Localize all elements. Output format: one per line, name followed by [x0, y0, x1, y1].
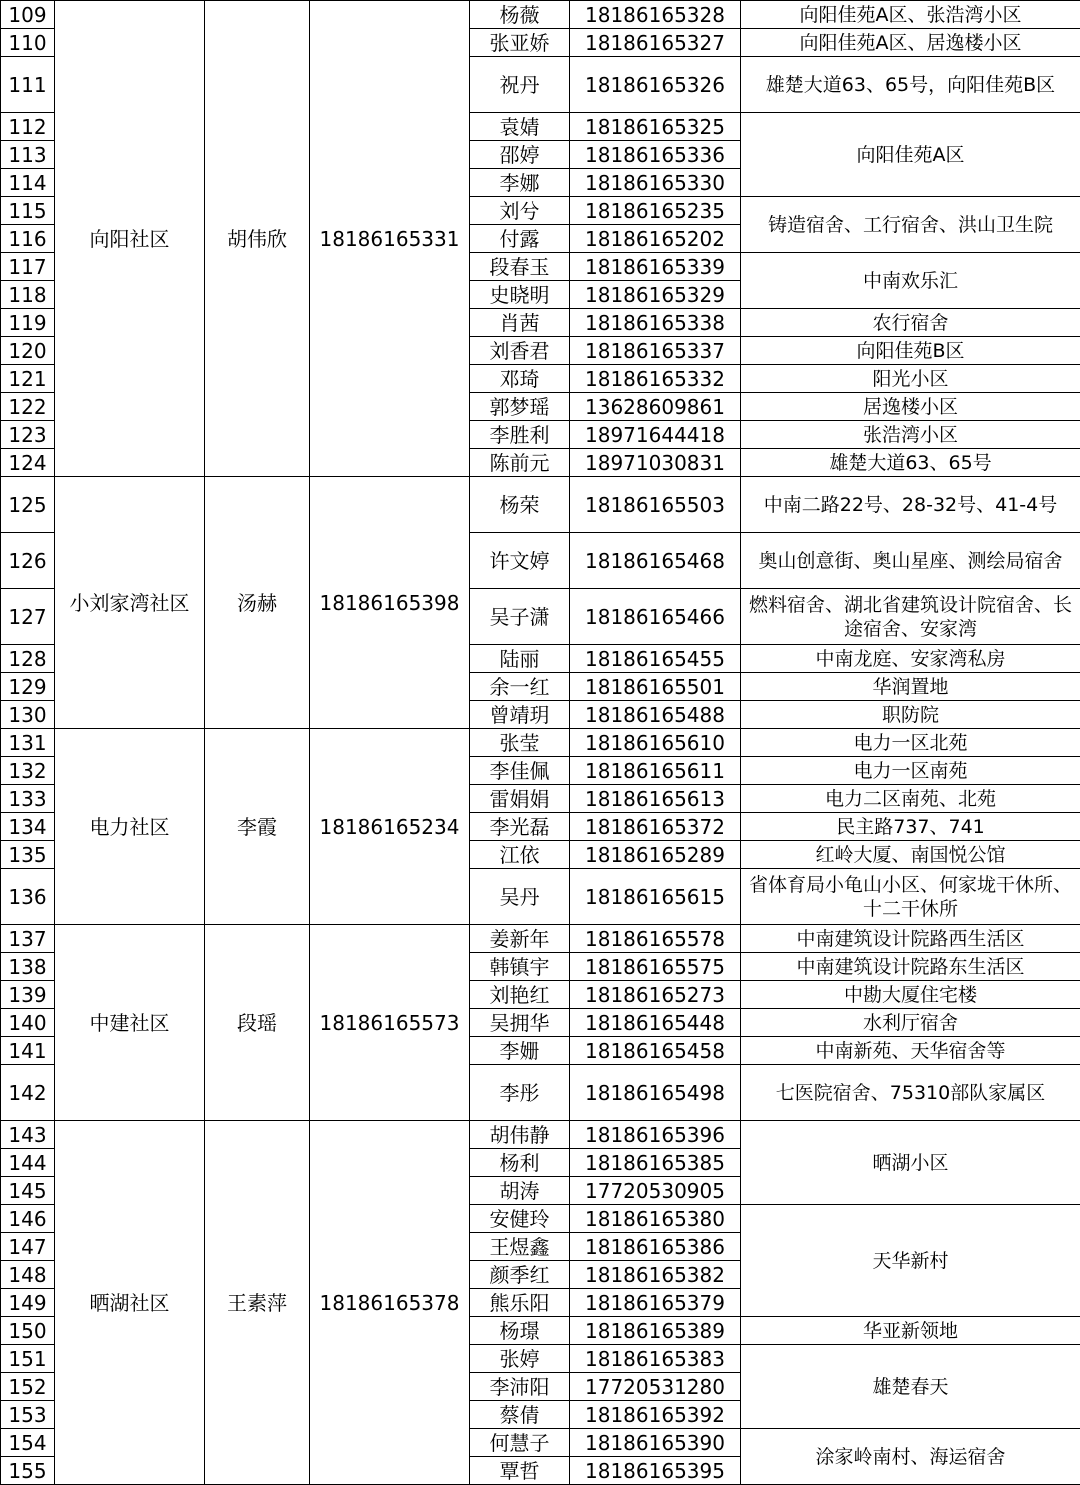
staff-name: 杨薇	[470, 1, 570, 29]
table-row	[1, 1121, 1080, 1149]
staff-phone: 18186165337	[570, 337, 741, 365]
table-row	[1, 1, 1080, 29]
staff-name: 刘艳红	[470, 981, 570, 1009]
staff-phone: 13628609861	[570, 393, 741, 421]
row-number: 122	[1, 393, 55, 421]
staff-phone: 18186165326	[570, 57, 741, 113]
staff-name: 杨璟	[470, 1317, 570, 1345]
row-number: 131	[1, 729, 55, 757]
row-number: 145	[1, 1177, 55, 1205]
staff-name: 张亚娇	[470, 29, 570, 57]
community-leader: 段瑶	[205, 925, 310, 1121]
leader-phone: 18186165398	[310, 477, 470, 729]
row-number: 121	[1, 365, 55, 393]
leader-phone: 18186165573	[310, 925, 470, 1121]
service-area: 阳光小区	[741, 365, 1080, 393]
staff-phone: 18186165610	[570, 729, 741, 757]
service-area: 张浩湾小区	[741, 421, 1080, 449]
community-leader: 汤赫	[205, 477, 310, 729]
service-area: 奥山创意街、奥山星座、测绘局宿舍	[741, 533, 1080, 589]
row-number: 126	[1, 533, 55, 589]
row-number: 146	[1, 1205, 55, 1233]
staff-name: 韩镇宇	[470, 953, 570, 981]
staff-phone: 17720531280	[570, 1373, 741, 1401]
community-name: 电力社区	[55, 729, 205, 925]
row-number: 110	[1, 29, 55, 57]
staff-phone: 18186165202	[570, 225, 741, 253]
staff-name: 杨利	[470, 1149, 570, 1177]
staff-name: 吴拥华	[470, 1009, 570, 1037]
staff-phone: 18186165615	[570, 869, 741, 925]
row-number: 144	[1, 1149, 55, 1177]
staff-phone: 18186165455	[570, 645, 741, 673]
staff-name: 雷娟娟	[470, 785, 570, 813]
row-number: 123	[1, 421, 55, 449]
service-area: 中南建筑设计院路东生活区	[741, 953, 1080, 981]
row-number: 118	[1, 281, 55, 309]
staff-name: 熊乐阳	[470, 1289, 570, 1317]
service-area: 农行宿舍	[741, 309, 1080, 337]
staff-name: 李彤	[470, 1065, 570, 1121]
staff-name: 吴子潇	[470, 589, 570, 645]
staff-name: 李光磊	[470, 813, 570, 841]
row-number: 115	[1, 197, 55, 225]
table-row	[1, 729, 1080, 757]
staff-phone: 18186165338	[570, 309, 741, 337]
community-name: 晒湖社区	[55, 1121, 205, 1485]
staff-phone: 18186165339	[570, 253, 741, 281]
row-number: 109	[1, 1, 55, 29]
row-number: 132	[1, 757, 55, 785]
service-area: 涂家岭南村、海运宿舍	[741, 1429, 1080, 1485]
staff-name: 付露	[470, 225, 570, 253]
staff-phone: 18186165332	[570, 365, 741, 393]
row-number: 111	[1, 57, 55, 113]
staff-name: 祝丹	[470, 57, 570, 113]
staff-phone: 18186165488	[570, 701, 741, 729]
row-number: 130	[1, 701, 55, 729]
staff-phone: 18186165380	[570, 1205, 741, 1233]
row-number: 128	[1, 645, 55, 673]
staff-name: 刘兮	[470, 197, 570, 225]
service-area: 电力二区南苑、北苑	[741, 785, 1080, 813]
row-number: 153	[1, 1401, 55, 1429]
staff-phone: 18186165336	[570, 141, 741, 169]
row-number: 112	[1, 113, 55, 141]
service-area: 红岭大厦、南国悦公馆	[741, 841, 1080, 869]
service-area: 向阳佳苑B区	[741, 337, 1080, 365]
staff-name: 邓琦	[470, 365, 570, 393]
row-number: 135	[1, 841, 55, 869]
staff-name: 李娜	[470, 169, 570, 197]
service-area: 华润置地	[741, 673, 1080, 701]
row-number: 139	[1, 981, 55, 1009]
staff-name: 李佳佩	[470, 757, 570, 785]
service-area: 中南建筑设计院路西生活区	[741, 925, 1080, 953]
row-number: 114	[1, 169, 55, 197]
staff-name: 李姗	[470, 1037, 570, 1065]
community-name: 中建社区	[55, 925, 205, 1121]
staff-phone: 18186165325	[570, 113, 741, 141]
row-number: 143	[1, 1121, 55, 1149]
staff-phone: 18186165385	[570, 1149, 741, 1177]
service-area: 华亚新领地	[741, 1317, 1080, 1345]
staff-phone: 18186165382	[570, 1261, 741, 1289]
service-area: 省体育局小龟山小区、何家垅干休所、十二干休所	[741, 869, 1080, 925]
community-name: 向阳社区	[55, 1, 205, 477]
service-area: 中南新苑、天华宿舍等	[741, 1037, 1080, 1065]
staff-name: 袁婧	[470, 113, 570, 141]
service-area: 居逸楼小区	[741, 393, 1080, 421]
row-number: 141	[1, 1037, 55, 1065]
row-number: 155	[1, 1457, 55, 1485]
service-area: 中南龙庭、安家湾私房	[741, 645, 1080, 673]
staff-name: 肖茜	[470, 309, 570, 337]
staff-name: 陆丽	[470, 645, 570, 673]
row-number: 136	[1, 869, 55, 925]
staff-phone: 17720530905	[570, 1177, 741, 1205]
staff-name: 王煜鑫	[470, 1233, 570, 1261]
staff-phone: 18186165458	[570, 1037, 741, 1065]
staff-name: 颜季红	[470, 1261, 570, 1289]
row-number: 137	[1, 925, 55, 953]
service-area: 燃料宿舍、湖北省建筑设计院宿舍、长途宿舍、安家湾	[741, 589, 1080, 645]
staff-phone: 18186165386	[570, 1233, 741, 1261]
service-area: 铸造宿舍、工行宿舍、洪山卫生院	[741, 197, 1080, 253]
community-leader: 李霞	[205, 729, 310, 925]
service-area: 七医院宿舍、75310部队家属区	[741, 1065, 1080, 1121]
service-area: 职防院	[741, 701, 1080, 729]
staff-name: 蔡倩	[470, 1401, 570, 1429]
staff-name: 曾靖玥	[470, 701, 570, 729]
row-number: 119	[1, 309, 55, 337]
service-area: 中南二路22号、28-32号、41-4号	[741, 477, 1080, 533]
table-row	[1, 925, 1080, 953]
leader-phone: 18186165331	[310, 1, 470, 477]
staff-phone: 18186165466	[570, 589, 741, 645]
staff-name: 江依	[470, 841, 570, 869]
service-area: 中南欢乐汇	[741, 253, 1080, 309]
staff-name: 何慧子	[470, 1429, 570, 1457]
row-number: 124	[1, 449, 55, 477]
staff-phone: 18186165390	[570, 1429, 741, 1457]
staff-phone: 18186165501	[570, 673, 741, 701]
staff-phone: 18186165448	[570, 1009, 741, 1037]
row-number: 129	[1, 673, 55, 701]
row-number: 117	[1, 253, 55, 281]
row-number: 151	[1, 1345, 55, 1373]
staff-phone: 18186165396	[570, 1121, 741, 1149]
staff-name: 覃哲	[470, 1457, 570, 1485]
row-number: 138	[1, 953, 55, 981]
row-number: 127	[1, 589, 55, 645]
row-number: 120	[1, 337, 55, 365]
staff-name: 安健玲	[470, 1205, 570, 1233]
staff-phone: 18186165329	[570, 281, 741, 309]
leader-phone: 18186165378	[310, 1121, 470, 1485]
staff-name: 李胜利	[470, 421, 570, 449]
row-number: 134	[1, 813, 55, 841]
row-number: 154	[1, 1429, 55, 1457]
staff-phone: 18186165273	[570, 981, 741, 1009]
row-number: 150	[1, 1317, 55, 1345]
community-leader: 王素萍	[205, 1121, 310, 1485]
staff-phone: 18186165379	[570, 1289, 741, 1317]
row-number: 133	[1, 785, 55, 813]
staff-phone: 18186165611	[570, 757, 741, 785]
service-area: 雄楚春天	[741, 1345, 1080, 1429]
leader-phone: 18186165234	[310, 729, 470, 925]
staff-name: 邵婷	[470, 141, 570, 169]
staff-name: 许文婷	[470, 533, 570, 589]
row-number: 116	[1, 225, 55, 253]
staff-name: 吴丹	[470, 869, 570, 925]
service-area: 向阳佳苑A区、居逸楼小区	[741, 29, 1080, 57]
staff-phone: 18186165575	[570, 953, 741, 981]
staff-phone: 18186165389	[570, 1317, 741, 1345]
staff-name: 李沛阳	[470, 1373, 570, 1401]
staff-phone: 18186165468	[570, 533, 741, 589]
staff-name: 郭梦瑶	[470, 393, 570, 421]
row-number: 142	[1, 1065, 55, 1121]
row-number: 148	[1, 1261, 55, 1289]
staff-phone: 18971030831	[570, 449, 741, 477]
table-body	[1, 1, 1080, 1485]
staff-name: 杨荣	[470, 477, 570, 533]
staff-name: 余一红	[470, 673, 570, 701]
staff-name: 段春玉	[470, 253, 570, 281]
service-area: 电力一区北苑	[741, 729, 1080, 757]
row-number: 125	[1, 477, 55, 533]
staff-phone: 18971644418	[570, 421, 741, 449]
staff-name: 张婷	[470, 1345, 570, 1373]
service-area: 电力一区南苑	[741, 757, 1080, 785]
table-row	[1, 477, 1080, 533]
staff-phone: 18186165235	[570, 197, 741, 225]
staff-phone: 18186165330	[570, 169, 741, 197]
staff-phone: 18186165392	[570, 1401, 741, 1429]
service-area: 晒湖小区	[741, 1121, 1080, 1205]
staff-name: 史晓明	[470, 281, 570, 309]
row-number: 147	[1, 1233, 55, 1261]
staff-name: 姜新年	[470, 925, 570, 953]
row-number: 113	[1, 141, 55, 169]
staff-name: 陈前元	[470, 449, 570, 477]
service-area: 民主路737、741	[741, 813, 1080, 841]
service-area: 向阳佳苑A区	[741, 113, 1080, 197]
community-leader: 胡伟欣	[205, 1, 310, 477]
staff-phone: 18186165372	[570, 813, 741, 841]
staff-phone: 18186165503	[570, 477, 741, 533]
staff-name: 胡涛	[470, 1177, 570, 1205]
row-number: 152	[1, 1373, 55, 1401]
service-area: 天华新村	[741, 1205, 1080, 1317]
staff-phone: 18186165395	[570, 1457, 741, 1485]
service-area: 水利厅宿舍	[741, 1009, 1080, 1037]
service-area: 向阳佳苑A区、张浩湾小区	[741, 1, 1080, 29]
community-name: 小刘家湾社区	[55, 477, 205, 729]
row-number: 149	[1, 1289, 55, 1317]
service-area: 中勘大厦住宅楼	[741, 981, 1080, 1009]
staff-name: 刘香君	[470, 337, 570, 365]
service-area: 雄楚大道63、65号，向阳佳苑B区	[741, 57, 1080, 113]
staff-name: 胡伟静	[470, 1121, 570, 1149]
staff-phone: 18186165327	[570, 29, 741, 57]
staff-name: 张莹	[470, 729, 570, 757]
staff-phone: 18186165498	[570, 1065, 741, 1121]
service-area: 雄楚大道63、65号	[741, 449, 1080, 477]
staff-phone: 18186165578	[570, 925, 741, 953]
row-number: 140	[1, 1009, 55, 1037]
staff-phone: 18186165328	[570, 1, 741, 29]
staff-phone: 18186165289	[570, 841, 741, 869]
staff-phone: 18186165613	[570, 785, 741, 813]
staff-phone: 18186165383	[570, 1345, 741, 1373]
